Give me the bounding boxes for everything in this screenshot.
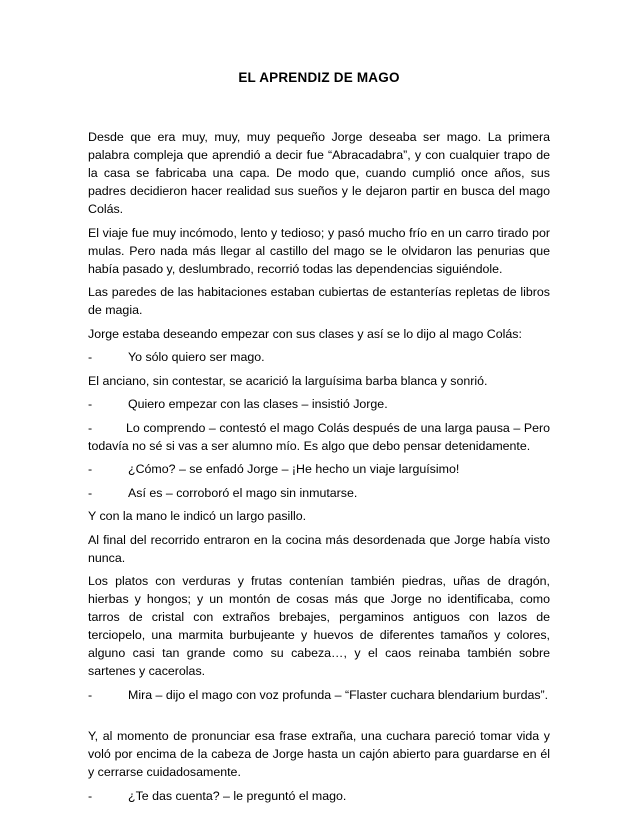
paragraph: Y, al momento de pronunciar esa frase extraña, una cuchara pareció tomar vida y voló por encima de la cabeza de Jorge hasta un cajón abierto para guardarse en él y cerrarse cuidadosamente. (88, 729, 550, 779)
dialogue-line (88, 348, 550, 366)
dialogue-text: Así es – corroboró el mago sin inmutarse. (128, 485, 358, 500)
dialogue-dash: - (88, 420, 93, 435)
dialogue-text: Lo comprendo – contestó el mago Colás después de una larga pausa – Pero todavía no sé si vas a ser alumno mío. Es algo que debo pensar detenidamente. (88, 420, 550, 453)
dialogue-text: ¿Cómo? – se enfadó Jorge – ¡He hecho un viaje larguísimo! (128, 462, 460, 476)
document-title: EL APRENDIZ DE MAGO (238, 70, 400, 85)
paragraph: Los platos con verduras y frutas contenían también piedras, uñas de dragón, hierbas y hongos; y un montón de cosas más que Jorge no identificaba, como tarros de cristal con extraños brebajes, pergaminos antiguos con lazos de terciopelo, una marmita burbujeante y huevos de diferentes tamaños y colores, alguno casi tan grande como su cabeza…, y el caos reinaba también sobre sartenes y cacerolas. (88, 574, 550, 678)
dialogue-line (88, 460, 550, 478)
paragraph: Jorge estaba deseando empezar con sus clases y así se lo dijo al mago Colás: (88, 326, 522, 341)
dialogue-dash: - (88, 788, 93, 803)
paragraph: Y con la mano le indicó un largo pasillo. (88, 509, 307, 523)
paragraph: Desde que era muy, muy, muy pequeño Jorge deseaba ser mago. La primera palabra compleja que aprendió a decir fue “Abracadabra”, y con cualquier trapo de la casa se fabricaba una capa. De modo que, cuando cumplió once años, sus padres decidieron hacer realidad sus sueños y le dejaron partir en busca del mago Colás. (88, 130, 550, 216)
dialogue-dash: - (88, 350, 93, 364)
paragraph: El viaje fue muy incómodo, lento y tedioso; y pasó mucho frío en un carro tirado por mulas. Pero nada más llegar al castillo del mago se le olvidaron las penurias que había pasado y, deslumbrado, recorrió todas las dependencias siguiéndole. (88, 225, 550, 276)
dialogue-text: Mira – dijo el mago con voz profunda – “Flaster cuchara blendarium burdas”. (128, 687, 549, 702)
dialogue-dash: - (88, 397, 93, 411)
dialogue-text: Quiero empezar con las clases – insistió Jorge. (128, 397, 388, 411)
paragraph: Al final del recorrido entraron en la cocina más desordenada que Jorge había visto nunca. (88, 532, 550, 565)
dialogue-dash: - (88, 485, 93, 500)
dialogue-line (88, 686, 550, 704)
dialogue-dash: - (88, 687, 93, 702)
dialogue-text: ¿Te das cuenta? – le preguntó el mago. (128, 788, 347, 803)
blank-line (88, 709, 550, 727)
dialogue-line (88, 787, 550, 805)
dialogue-line (88, 419, 550, 455)
dialogue-line (88, 395, 550, 413)
dialogue-dash: - (88, 462, 93, 476)
dialogue-line (88, 484, 550, 502)
dialogue-text: Yo sólo quiero ser mago. (128, 350, 265, 364)
paragraph: El anciano, sin contestar, se acarició la larguísima barba blanca y sonrió. (88, 373, 488, 388)
document-body (88, 128, 550, 810)
paragraph: Las paredes de las habitaciones estaban cubiertas de estanterías repletas de libros de magia. (88, 285, 550, 317)
